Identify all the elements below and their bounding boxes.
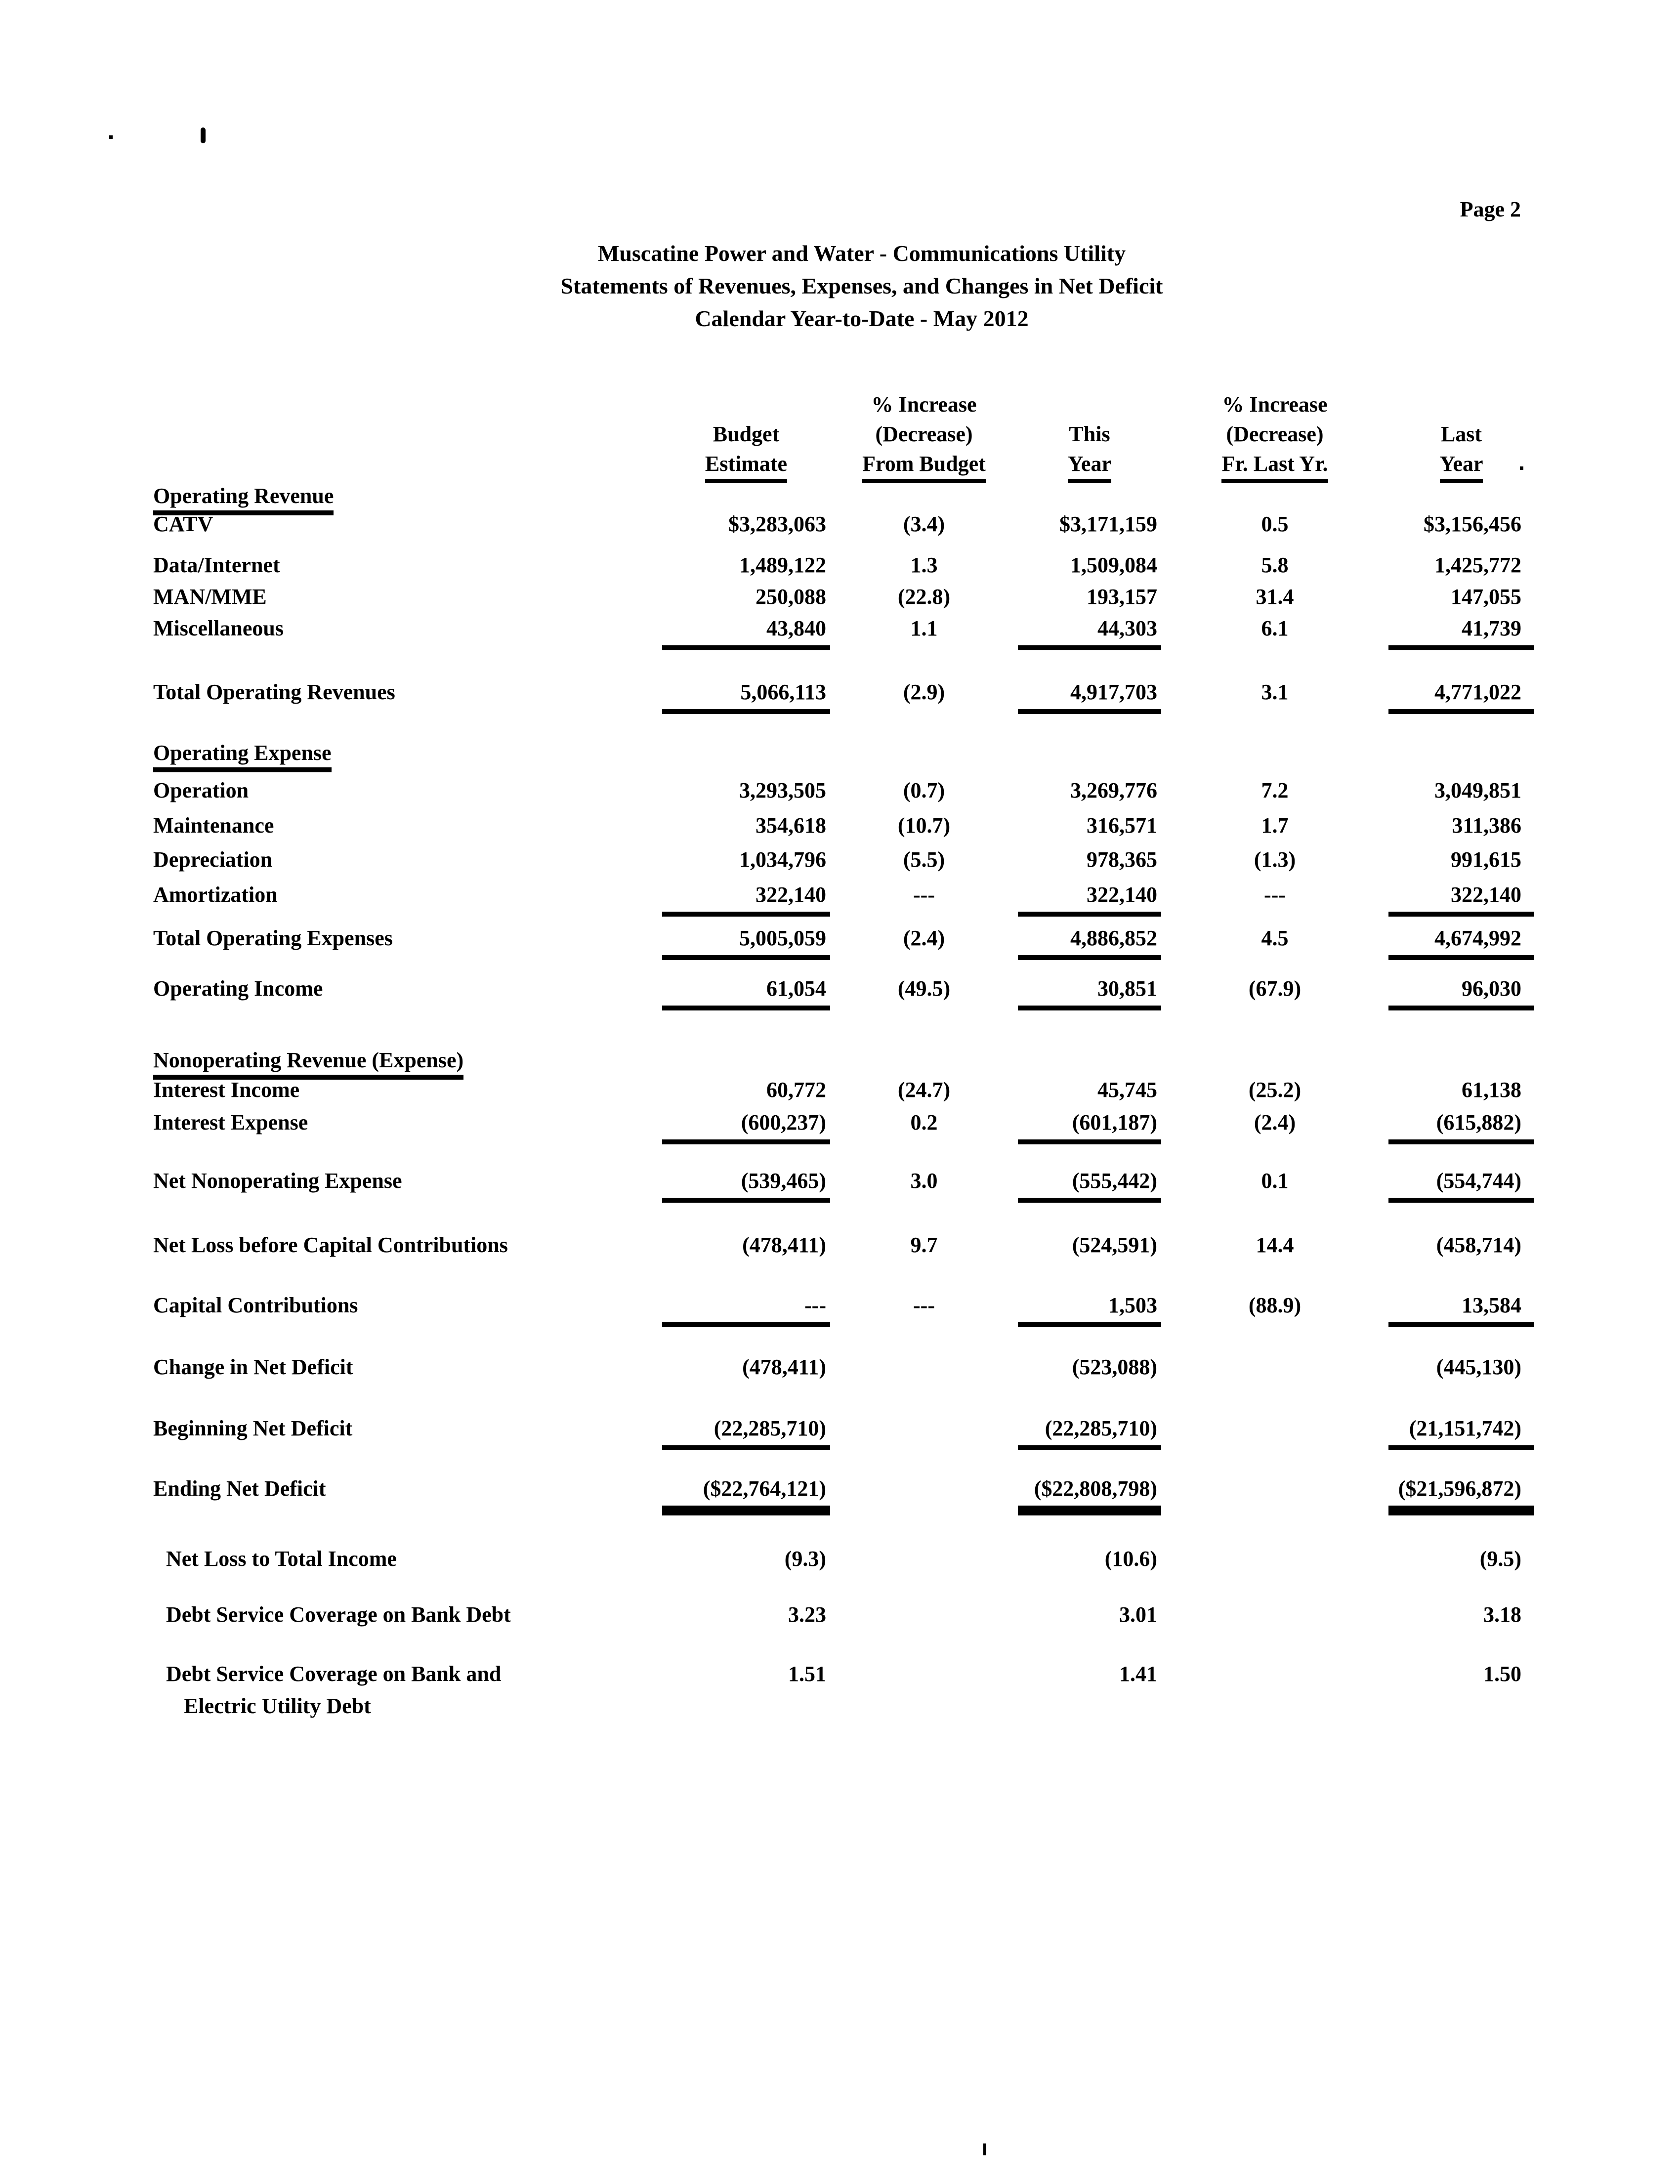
this-year-value: 45,745: [1097, 1078, 1157, 1102]
table-row-capital-contributions: [153, 1293, 1534, 1327]
row-label: Debt Service Coverage on Bank Debt: [166, 1602, 511, 1627]
pct-fr-last-yr-value: ---: [1264, 882, 1286, 907]
report-title-period: Calendar Year-to-Date - May 2012: [695, 306, 1029, 331]
pct-from-budget-value: 1.1: [910, 616, 938, 640]
row-label: Depreciation: [153, 847, 273, 872]
this-year-value: (524,591): [1072, 1233, 1157, 1257]
column-header-line-2: [153, 421, 1534, 447]
budget-estimate-value: 43,840: [662, 616, 830, 650]
last-year-value: 3.18: [1483, 1602, 1521, 1627]
row-label: Beginning Net Deficit: [153, 1416, 353, 1440]
report-title-statement: Statements of Revenues, Expenses, and Changes in Net Deficit: [560, 273, 1163, 298]
pct-from-budget-value: (49.5): [897, 976, 951, 1001]
this-year-value: ($22,808,798): [1018, 1476, 1161, 1511]
budget-estimate-value: ---: [662, 1293, 830, 1327]
col-header-last-year: Last: [1440, 422, 1482, 446]
row-label: Debt Service Coverage on Bank and: [166, 1662, 502, 1686]
this-year-value: $3,171,159: [1059, 512, 1157, 536]
row-label: Interest Income: [153, 1078, 300, 1102]
table-row-debt-service-coverage-bank-electric: [153, 1661, 1534, 1687]
pct-from-budget-value: (5.5): [903, 847, 945, 872]
row-label: Capital Contributions: [153, 1293, 358, 1317]
table-row-net-nonoperating-expense: [153, 1168, 1534, 1203]
table-row-miscellaneous: [153, 616, 1534, 650]
this-year-value: 322,140: [1018, 882, 1161, 917]
pct-fr-last-yr-value: 5.8: [1261, 553, 1289, 577]
pct-from-budget-value: (2.4): [903, 926, 945, 950]
budget-estimate-value: (478,411): [742, 1355, 826, 1379]
table-row-debt-service-coverage-bank-debt: [153, 1602, 1534, 1628]
budget-estimate-value: 5,066,113: [662, 679, 830, 714]
pct-from-budget-value: (2.9): [903, 680, 945, 704]
budget-estimate-value: (478,411): [742, 1233, 826, 1257]
budget-estimate-value: (539,465): [662, 1168, 830, 1203]
row-label: Net Loss before Capital Contributions: [153, 1233, 508, 1257]
budget-estimate-value: 3.23: [788, 1602, 826, 1627]
budget-estimate-value: 1,034,796: [739, 847, 826, 872]
col-header-budget-estimate: Estimate: [705, 451, 787, 483]
last-year-value: (9.5): [1479, 1547, 1521, 1571]
col-header-this-year: This: [1069, 422, 1110, 446]
pct-from-budget-value: ---: [913, 882, 935, 907]
last-year-value: 1,425,772: [1434, 553, 1521, 577]
scan-speck-tick: [983, 2143, 986, 2155]
last-year-value: 991,615: [1451, 847, 1521, 872]
last-year-value: (458,714): [1436, 1233, 1521, 1257]
row-label: Operating Income: [153, 976, 323, 1001]
col-header-pct-budget: (Decrease): [875, 422, 973, 446]
last-year-value: 1.50: [1483, 1662, 1521, 1686]
last-year-value: 4,674,992: [1388, 925, 1534, 960]
pct-from-budget-value: 0.2: [910, 1110, 938, 1134]
table-row-net-loss-before-capital-contributions: [153, 1232, 1534, 1258]
pct-fr-last-yr-value: (1.3): [1254, 847, 1296, 872]
table-row-operating-income: [153, 976, 1534, 1010]
this-year-value: (601,187): [1018, 1110, 1161, 1144]
last-year-value: (21,151,742): [1388, 1416, 1534, 1450]
last-year-value: 61,138: [1462, 1078, 1521, 1102]
table-row-beginning-net-deficit: [153, 1416, 1534, 1450]
col-header-from-budget: From Budget: [862, 451, 986, 483]
budget-estimate-value: 1.51: [788, 1662, 826, 1686]
last-year-value: 3,049,851: [1434, 778, 1521, 802]
budget-estimate-value: (600,237): [662, 1110, 830, 1144]
section-heading-operating-revenue: Operating Revenue: [153, 483, 334, 515]
table-row-net-loss-to-total-income: [153, 1546, 1534, 1572]
budget-estimate-value: (22,285,710): [662, 1416, 830, 1450]
col-header-pct-lastyr: (Decrease): [1226, 422, 1324, 446]
pct-fr-last-yr-value: 1.7: [1261, 813, 1289, 838]
this-year-value: 4,917,703: [1018, 679, 1161, 714]
pct-fr-last-yr-value: 0.5: [1261, 512, 1289, 536]
row-label: Operation: [153, 778, 249, 802]
table-row-data-internet: [153, 552, 1534, 578]
this-year-value: 3,269,776: [1070, 778, 1157, 802]
budget-estimate-value: 3,293,505: [739, 778, 826, 802]
budget-estimate-value: (9.3): [784, 1547, 826, 1571]
pct-fr-last-yr-value: (25.2): [1248, 1078, 1302, 1102]
pct-fr-last-yr-value: (2.4): [1254, 1110, 1296, 1134]
last-year-value: (615,882): [1388, 1110, 1534, 1144]
scan-speck-dot: [109, 135, 113, 139]
table-row-operation: [153, 778, 1534, 803]
pct-fr-last-yr-value: (88.9): [1248, 1293, 1302, 1317]
pct-fr-last-yr-value: (67.9): [1248, 976, 1302, 1001]
this-year-value: 978,365: [1087, 847, 1157, 872]
report-title-block: [43, 237, 1680, 335]
row-label: Total Operating Expenses: [153, 926, 393, 950]
col-header-this-year: Year: [1068, 451, 1111, 483]
scan-speck-tick: [201, 127, 206, 143]
row-label-continuation: Electric Utility Debt: [184, 1694, 371, 1718]
row-label: Total Operating Revenues: [153, 680, 395, 704]
row-label: Miscellaneous: [153, 616, 284, 640]
row-label: Net Loss to Total Income: [166, 1547, 397, 1571]
last-year-value: 322,140: [1388, 882, 1534, 917]
row-label: Data/Internet: [153, 553, 280, 577]
table-row-ending-net-deficit: [153, 1476, 1534, 1511]
last-year-value: 4,771,022: [1388, 679, 1534, 714]
col-header-pct-budget: % Increase: [871, 392, 977, 417]
last-year-value: 41,739: [1388, 616, 1534, 650]
this-year-value: (22,285,710): [1018, 1416, 1161, 1450]
pct-fr-last-yr-value: 14.4: [1256, 1233, 1294, 1257]
this-year-value: 1.41: [1119, 1662, 1157, 1686]
last-year-value: 311,386: [1452, 813, 1521, 838]
table-row-depreciation: [153, 847, 1534, 873]
row-label: Net Nonoperating Expense: [153, 1169, 402, 1193]
this-year-value: 30,851: [1018, 976, 1161, 1010]
pct-from-budget-value: (0.7): [903, 778, 945, 802]
table-row-interest-income: [153, 1077, 1534, 1103]
row-label: Change in Net Deficit: [153, 1355, 353, 1379]
section-heading-nonoperating: Nonoperating Revenue (Expense): [153, 1048, 463, 1080]
budget-estimate-value: ($22,764,121): [662, 1476, 830, 1511]
table-row-interest-expense: [153, 1110, 1534, 1144]
pct-from-budget-value: 3.0: [910, 1169, 938, 1193]
column-header-line-1: [153, 392, 1534, 418]
table-row-total-operating-expenses: [153, 925, 1534, 960]
budget-estimate-value: 250,088: [756, 585, 826, 609]
report-title-company: Muscatine Power and Water - Communications Utility: [597, 241, 1126, 266]
this-year-value: (523,088): [1072, 1355, 1157, 1379]
pct-fr-last-yr-value: 7.2: [1261, 778, 1289, 802]
table-row-catv: [153, 511, 1534, 537]
this-year-value: 44,303: [1018, 616, 1161, 650]
row-label: CATV: [153, 512, 213, 536]
row-label: Maintenance: [153, 813, 274, 838]
row-label: Amortization: [153, 882, 278, 907]
last-year-value: (445,130): [1436, 1355, 1521, 1379]
last-year-value: $3,156,456: [1424, 512, 1521, 536]
budget-estimate-value: 5,005,059: [662, 925, 830, 960]
pct-fr-last-yr-value: 6.1: [1261, 616, 1289, 640]
pct-from-budget-value: 1.3: [910, 553, 938, 577]
col-header-budget: Budget: [713, 422, 780, 446]
pct-from-budget-value: (10.7): [897, 813, 951, 838]
page-number: Page 2: [1460, 197, 1521, 221]
pct-fr-last-yr-value: 0.1: [1261, 1169, 1289, 1193]
pct-fr-last-yr-value: 4.5: [1261, 926, 1289, 950]
row-label: MAN/MME: [153, 585, 267, 609]
last-year-value: (554,744): [1388, 1168, 1534, 1203]
table-row-maintenance: [153, 813, 1534, 839]
this-year-value: 4,886,852: [1018, 925, 1161, 960]
last-year-value: 147,055: [1451, 585, 1521, 609]
last-year-value: 96,030: [1388, 976, 1534, 1010]
row-label: Ending Net Deficit: [153, 1476, 326, 1501]
pct-fr-last-yr-value: 31.4: [1256, 585, 1294, 609]
this-year-value: 3.01: [1119, 1602, 1157, 1627]
col-header-pct-lastyr: % Increase: [1222, 392, 1328, 417]
table-row-amortization: [153, 882, 1534, 917]
table-row-change-in-net-deficit: [153, 1354, 1534, 1380]
col-header-last-year: Year: [1440, 451, 1483, 483]
this-year-value: 1,503: [1018, 1293, 1161, 1327]
this-year-value: 1,509,084: [1070, 553, 1157, 577]
budget-estimate-value: 322,140: [662, 882, 830, 917]
section-heading-operating-expense: Operating Expense: [153, 740, 332, 772]
budget-estimate-value: 61,054: [662, 976, 830, 1010]
row-label: Interest Expense: [153, 1110, 308, 1134]
column-header-line-3: [153, 451, 1534, 483]
this-year-value: 193,157: [1087, 585, 1157, 609]
budget-estimate-value: 1,489,122: [739, 553, 826, 577]
last-year-value: ($21,596,872): [1388, 1476, 1534, 1511]
pct-from-budget-value: 9.7: [910, 1233, 938, 1257]
pct-from-budget-value: (24.7): [897, 1078, 951, 1102]
table-row-man-mme: [153, 584, 1534, 610]
col-header-fr-last-yr: Fr. Last Yr.: [1221, 451, 1328, 483]
budget-estimate-value: $3,283,063: [728, 512, 826, 536]
this-year-value: (10.6): [1104, 1547, 1157, 1571]
budget-estimate-value: 354,618: [756, 813, 826, 838]
last-year-value: 13,584: [1388, 1293, 1534, 1327]
this-year-value: 316,571: [1087, 813, 1157, 838]
pct-from-budget-value: ---: [913, 1293, 935, 1317]
pct-fr-last-yr-value: 3.1: [1261, 680, 1289, 704]
pct-from-budget-value: (3.4): [903, 512, 945, 536]
table-row-total-operating-revenues: [153, 679, 1534, 714]
pct-from-budget-value: (22.8): [897, 585, 951, 609]
this-year-value: (555,442): [1018, 1168, 1161, 1203]
budget-estimate-value: 60,772: [766, 1078, 826, 1102]
